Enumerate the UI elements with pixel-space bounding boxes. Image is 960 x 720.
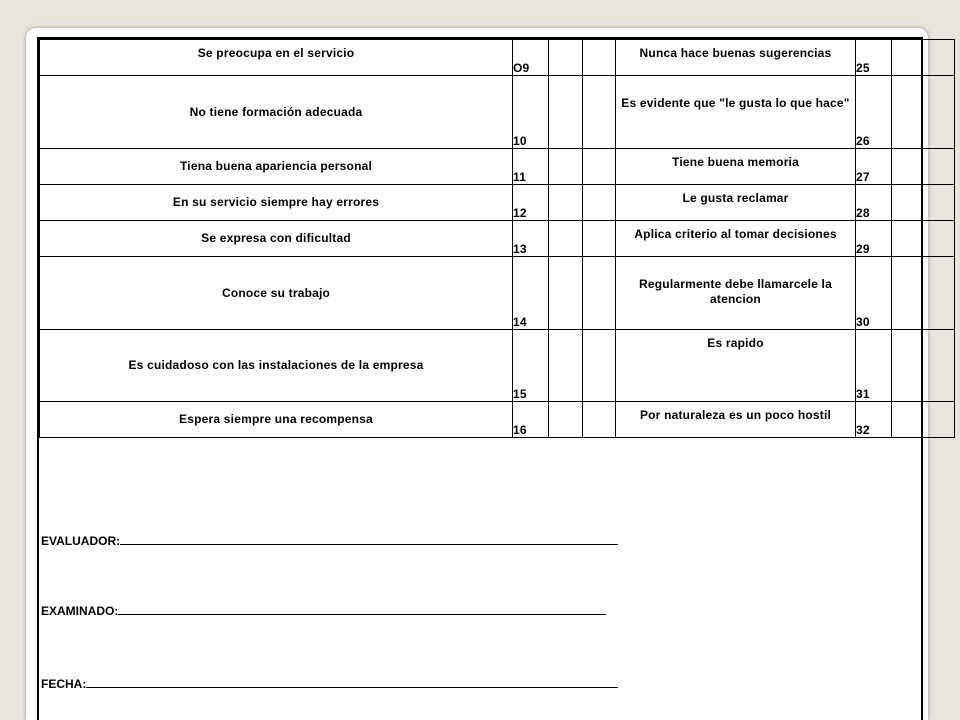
right-item-number: 30 [856,257,892,330]
right-item-text: Por naturaleza es un poco hostil [616,402,856,438]
right-item-text: Regularmente debe llamarcele la atencion [616,257,856,330]
right-item-number: 25 [856,40,892,76]
left-item-text: Conoce su trabajo [40,257,513,330]
answer-cell[interactable] [923,221,955,257]
left-item-text: Espera siempre una recompensa [40,402,513,438]
left-item-number: 15 [513,330,549,402]
answer-cell[interactable] [923,76,955,149]
right-item-text: Es rapido [616,330,856,402]
evaluation-table [39,39,955,438]
answer-cell[interactable] [549,402,583,438]
answer-cell[interactable] [549,40,583,76]
answer-cell[interactable] [583,149,616,185]
answer-cell[interactable] [923,330,955,402]
table-row [40,40,955,76]
answer-cell[interactable] [549,257,583,330]
left-item-number: 13 [513,221,549,257]
fecha-label: FECHA: [41,677,87,691]
answer-cell[interactable] [892,40,923,76]
right-item-number: 28 [856,185,892,221]
examinado-blank[interactable] [118,603,606,615]
right-item-text: Le gusta reclamar [616,185,856,221]
answer-cell[interactable] [549,330,583,402]
answer-cell[interactable] [892,76,923,149]
answer-cell[interactable] [923,185,955,221]
left-item-text: Es cuidadoso con las instalaciones de la empresa [40,330,513,402]
right-item-number: 27 [856,149,892,185]
answer-cell[interactable] [583,221,616,257]
right-item-number: 29 [856,221,892,257]
evaluador-label: EVALUADOR: [41,534,121,548]
answer-cell[interactable] [583,402,616,438]
table-row [40,402,955,438]
left-item-text: Se expresa con dificultad [40,221,513,257]
table-row [40,330,955,402]
left-item-number: 16 [513,402,549,438]
answer-cell[interactable] [923,40,955,76]
right-item-text: Tiene buena memoria [616,149,856,185]
left-item-number: 11 [513,149,549,185]
left-item-text: Se preocupa en el servicio [40,40,513,76]
table-row [40,76,955,149]
examinado-label: EXAMINADO: [41,604,119,618]
answer-cell[interactable] [583,185,616,221]
left-item-number: 12 [513,185,549,221]
answer-cell[interactable] [892,257,923,330]
answer-cell[interactable] [549,76,583,149]
right-item-number: 31 [856,330,892,402]
fecha-line [41,676,618,691]
left-item-number: O9 [513,40,549,76]
answer-cell[interactable] [549,149,583,185]
answer-cell[interactable] [892,330,923,402]
right-item-text: Aplica criterio al tomar decisiones [616,221,856,257]
table-row [40,185,955,221]
answer-cell[interactable] [583,76,616,149]
answer-cell[interactable] [583,257,616,330]
answer-cell[interactable] [892,221,923,257]
answer-cell[interactable] [549,221,583,257]
answer-cell[interactable] [923,257,955,330]
table-row [40,149,955,185]
table-row [40,221,955,257]
evaluation-form [37,37,923,720]
right-item-number: 32 [856,402,892,438]
left-item-number: 10 [513,76,549,149]
answer-cell[interactable] [923,149,955,185]
answer-cell[interactable] [583,40,616,76]
answer-cell[interactable] [923,402,955,438]
evaluador-blank[interactable] [120,533,618,545]
right-item-text: Es evidente que "le gusta lo que hace" [616,76,856,149]
answer-cell[interactable] [892,185,923,221]
table-row [40,257,955,330]
left-item-text: En su servicio siempre hay errores [40,185,513,221]
examinado-line [41,603,606,618]
left-item-text: Tiena buena apariencia personal [40,149,513,185]
answer-cell[interactable] [892,149,923,185]
answer-cell[interactable] [892,402,923,438]
right-item-number: 26 [856,76,892,149]
left-item-number: 14 [513,257,549,330]
left-item-text: No tiene formación adecuada [40,76,513,149]
evaluador-line [41,533,618,548]
right-item-text: Nunca hace buenas sugerencias [616,40,856,76]
fecha-blank[interactable] [86,676,618,688]
answer-cell[interactable] [583,330,616,402]
answer-cell[interactable] [549,185,583,221]
